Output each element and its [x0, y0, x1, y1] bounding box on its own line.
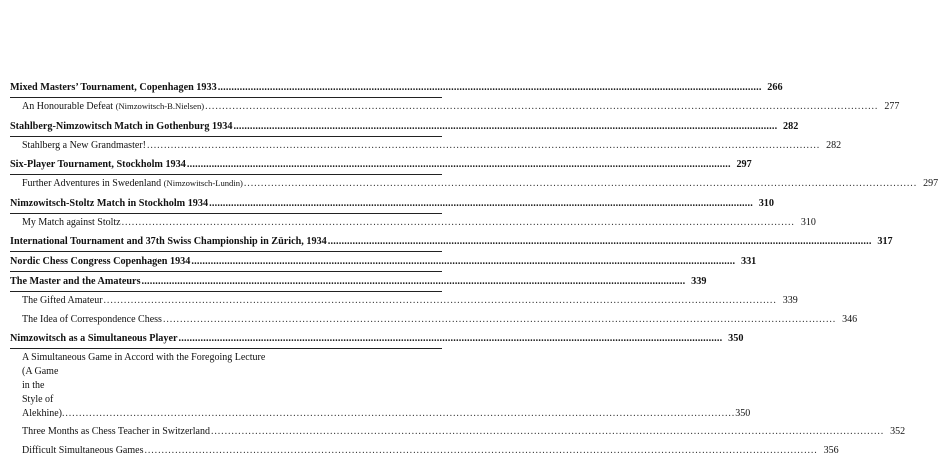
toc-page-number: 339	[686, 272, 706, 291]
toc-entry-title: International Tournament and 37th Swiss Championship in Zürich, 1934	[10, 232, 327, 251]
dot-leader	[163, 311, 836, 330]
toc-entry-note: (Nimzowitsch-B.Nielsen)	[116, 101, 205, 111]
toc-entry-title: Further Adventures in Swedenland (Nimzowitsch-Lundin)	[22, 174, 243, 194]
toc-sub-entry[interactable]	[10, 423, 442, 442]
toc-entry-title: Nordic Chess Congress Copenhagen 1934	[10, 252, 190, 271]
toc-section-entry[interactable]	[10, 232, 442, 252]
toc-page-number: 310	[796, 214, 816, 233]
toc-entry-title: Six-Player Tournament, Stockholm 1934	[10, 155, 186, 174]
toc-page-number: 282	[821, 137, 841, 156]
dot-leader	[144, 442, 817, 460]
dot-leader	[233, 117, 777, 136]
toc-sub-entry[interactable]	[10, 292, 442, 311]
toc-entry-title: An Honourable Defeat (Nimzowitsch-B.Nielsen)	[22, 97, 204, 117]
toc-section-entry[interactable]	[10, 78, 442, 98]
toc-page-number: 350	[723, 329, 743, 348]
toc-sub-entry[interactable]	[10, 137, 442, 156]
toc-page-number: 356	[819, 442, 839, 460]
toc-sub-entry[interactable]	[10, 349, 442, 423]
toc-page-number: 282	[778, 117, 798, 136]
toc-page-number: 297	[918, 175, 938, 194]
toc-page-number: 339	[778, 292, 798, 311]
toc-sub-entry[interactable]	[10, 98, 442, 117]
toc-page-number: 317	[873, 232, 893, 251]
document-page	[0, 0, 452, 452]
dot-leader	[191, 252, 735, 271]
toc-sub-entry[interactable]	[10, 311, 442, 330]
toc-entry-title: Three Months as Chess Teacher in Switzerland	[22, 423, 210, 442]
dot-leader	[209, 194, 753, 213]
toc-sub-entry[interactable]	[10, 175, 442, 194]
dot-leader	[218, 78, 762, 97]
toc-entry-title: The Master and the Amateurs	[10, 272, 141, 291]
toc-entry-title: Nimzowitsch-Stoltz Match in Stockholm 1934	[10, 194, 208, 213]
toc-entry-title: A Simultaneous Game in Accord with the Foregoing Lecture	[22, 351, 442, 365]
toc-entry-title: Difficult Simultaneous Games	[22, 442, 143, 460]
dot-leader	[104, 292, 777, 311]
dot-leader	[142, 272, 686, 291]
toc-page-number: 266	[763, 78, 783, 97]
dot-leader	[147, 137, 820, 156]
dot-leader	[328, 232, 872, 251]
dot-leader	[205, 98, 878, 117]
toc-section-entry[interactable]	[10, 252, 442, 272]
toc-page-number: 277	[879, 98, 899, 117]
toc-entry-title: The Gifted Amateur	[22, 292, 103, 311]
toc-sub-entry[interactable]	[10, 442, 442, 460]
dot-leader	[179, 329, 723, 348]
toc-entry-title-continued: (A Game in the Style of Alekhine)	[22, 365, 62, 421]
toc-section-entry[interactable]	[10, 329, 442, 349]
dot-leader	[187, 155, 731, 174]
toc-sub-entry[interactable]	[10, 214, 442, 233]
toc-entry-title: Mixed Masters’ Tournament, Copenhagen 1933	[10, 78, 217, 97]
toc-entry-title: Stahlberg-Nimzowitsch Match in Gothenburg 1934	[10, 117, 232, 136]
toc-entry-title: Stahlberg a New Grandmaster!	[22, 137, 146, 156]
dot-leader	[122, 214, 795, 233]
toc-section-entry[interactable]	[10, 155, 442, 175]
toc-entry-title: The Idea of Correspondence Chess	[22, 311, 162, 330]
toc-page-number: 331	[736, 252, 756, 271]
dot-leader	[244, 175, 917, 194]
toc-page-number: 310	[754, 194, 774, 213]
toc-page-number: 350	[735, 407, 750, 421]
toc-entry-title: Nimzowitsch as a Simultaneous Player	[10, 329, 178, 348]
toc-section-entry[interactable]	[10, 272, 442, 292]
toc-entry-note: (Nimzowitsch-Lundin)	[164, 178, 243, 188]
toc-entry-title: My Match against Stoltz	[22, 214, 121, 233]
toc-page-number: 346	[837, 311, 857, 330]
dot-leader	[211, 423, 884, 442]
dot-leader	[62, 407, 735, 421]
toc-section-entry[interactable]	[10, 117, 442, 137]
toc-page-number: 297	[732, 155, 752, 174]
toc-page-number: 352	[885, 423, 905, 442]
table-of-contents	[10, 78, 442, 460]
toc-section-entry[interactable]	[10, 194, 442, 214]
